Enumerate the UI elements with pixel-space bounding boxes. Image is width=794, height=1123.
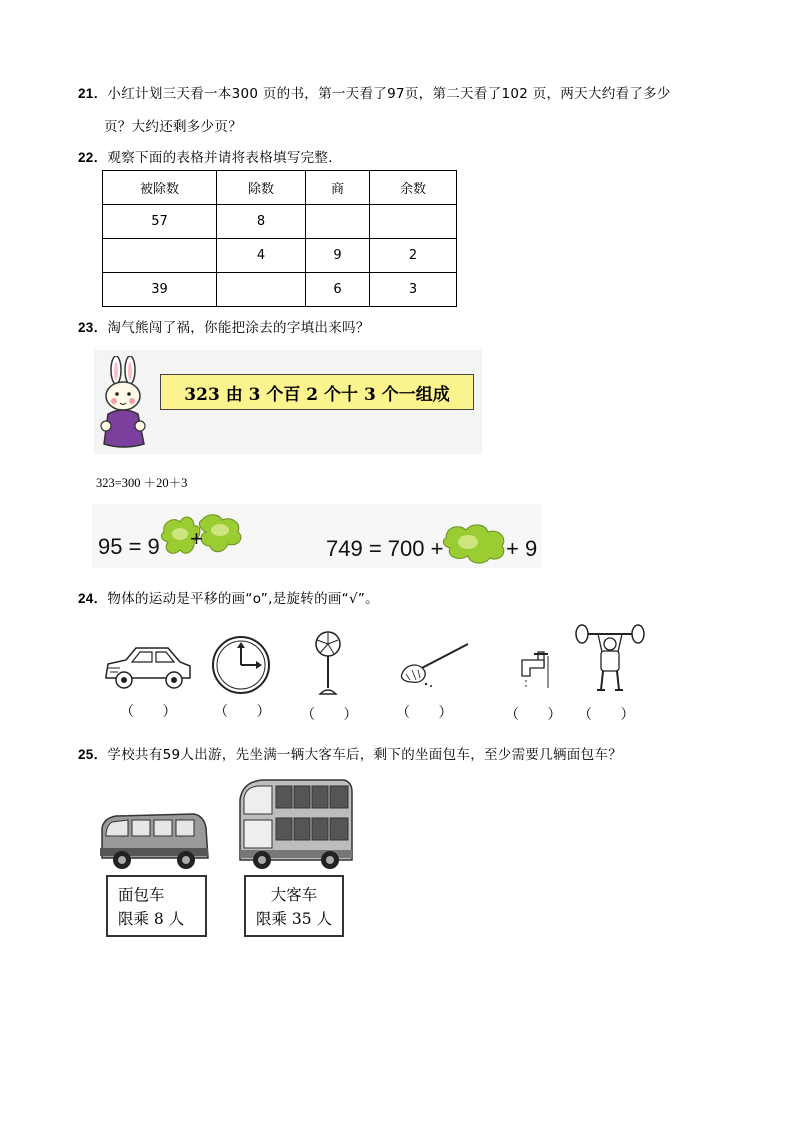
leaf-blot-icon — [440, 520, 510, 566]
bus-sign — [244, 875, 344, 937]
van-icon — [98, 808, 210, 872]
question-22 — [78, 146, 342, 166]
question-text: 小红计划三天看一本300 页的书，第一天看了97页，第二天看了102 页，两天大约看了多少 — [107, 86, 671, 102]
table-cell[interactable]: 4 — [217, 239, 306, 273]
table-row — [103, 205, 457, 239]
answer-paren[interactable]: （ ） — [396, 705, 465, 721]
question-number: 23． — [78, 320, 108, 335]
table-row — [103, 273, 457, 307]
table-header-row — [103, 171, 457, 205]
question-21-line1 — [78, 82, 671, 102]
question-text: 淘气熊闯了祸，你能把涂去的字填出来吗？ — [107, 320, 370, 336]
bus-limit: 限乘 35 人 — [255, 910, 333, 928]
table-cell[interactable] — [217, 273, 306, 307]
van-name: 面包车 — [118, 886, 165, 904]
table-cell[interactable] — [370, 205, 457, 239]
double-decker-bus-icon — [232, 778, 356, 872]
van-sign — [106, 875, 207, 937]
question-number: 21． — [78, 86, 108, 101]
question-number: 24． — [78, 591, 108, 606]
table-cell[interactable]: 6 — [306, 273, 370, 307]
header-cell: 商 — [306, 171, 370, 205]
banner-text: 323 由 3 个百 2 个十 3 个一组成 — [160, 374, 474, 410]
question-25 — [78, 743, 622, 763]
answer-paren[interactable]: （ ） — [214, 704, 283, 720]
fan-icon — [312, 630, 344, 698]
answer-paren[interactable]: （ ） — [505, 707, 574, 723]
question-text: 物体的运动是平移的画“o”,是旋转的画“√”。 — [107, 591, 379, 607]
table-cell[interactable]: 2 — [370, 239, 457, 273]
table-cell[interactable]: 9 — [306, 239, 370, 273]
question-text: 学校共有59人出游，先坐满一辆大客车后，剩下的坐面包车，至少需要几辆面包车？ — [107, 747, 622, 763]
answer-paren[interactable]: （ ） — [578, 707, 647, 723]
equation-1-plus: + — [190, 526, 203, 551]
header-cell: 被除数 — [103, 171, 217, 205]
leaf-blot-icon — [158, 510, 248, 566]
question-number: 22． — [78, 150, 108, 165]
division-table — [102, 170, 457, 307]
van-limit: 限乘 8 人 — [118, 910, 185, 928]
question-number: 25． — [78, 747, 108, 762]
clock-icon — [210, 634, 272, 696]
car-icon — [102, 640, 194, 692]
question-21-line2: 页？大约还剩多少页？ — [104, 119, 242, 135]
answer-paren[interactable]: （ ） — [120, 704, 189, 720]
example-equation: 323=300 ＋20＋3 — [96, 476, 188, 490]
question-23 — [78, 316, 370, 336]
bus-name: 大客车 — [270, 886, 318, 904]
equation-1-left: 95 = 9 — [98, 534, 160, 559]
answer-paren[interactable]: （ ） — [301, 707, 370, 723]
table-cell[interactable]: 57 — [103, 205, 217, 239]
table-cell[interactable] — [103, 239, 217, 273]
table-cell[interactable]: 3 — [370, 273, 457, 307]
table-cell[interactable]: 8 — [217, 205, 306, 239]
question-text: 观察下面的表格并请将表格填写完整． — [107, 150, 343, 166]
header-cell: 余数 — [370, 171, 457, 205]
equation-panel — [92, 504, 542, 568]
rabbit-icon — [96, 356, 154, 450]
equation-2-right: + 9 — [506, 536, 538, 561]
weightlifter-icon — [574, 624, 646, 694]
question-24 — [78, 587, 379, 607]
broom-icon — [396, 640, 472, 690]
table-row — [103, 239, 457, 273]
header-cell: 除数 — [217, 171, 306, 205]
table-cell[interactable]: 39 — [103, 273, 217, 307]
equation-2-left: 749 = 700 + — [326, 536, 444, 561]
faucet-icon — [518, 650, 558, 690]
table-cell[interactable] — [306, 205, 370, 239]
banner-panel — [94, 350, 482, 454]
